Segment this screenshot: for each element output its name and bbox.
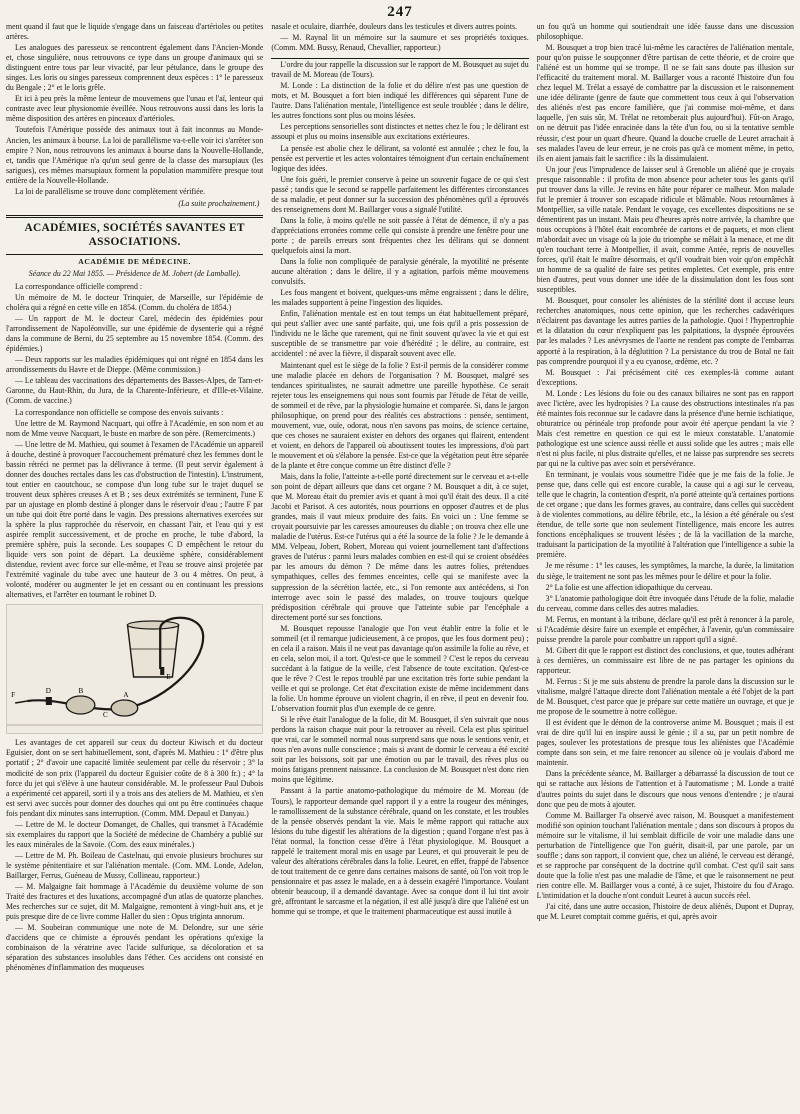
continuation-note: (La suite prochainement.) (178, 198, 260, 208)
paragraph: Un mémoire de M. le docteur Trinquier, de Marseille, sur l'épidémie de choléra qui a régné en cette ville en 1854. (Comm. du choléra de 1854.) (6, 292, 264, 313)
paragraph: M. Londe : Les lésions du foie ou des canaux biliaires ne sont pas en rapport avec l'ictère, avec les hydropisies ? La cause des obstructions intestinales n'a pas été maintes fois reconnue sur le cadavre dans la présence d'une hernie ischiatique, obturatrice ou périnéale trop profonde pour avoir été aperçue pendant la vie ? Mais c'est remettre en question ce qui est le mieux constatable. L'anatomie pathologique est une science aussi réelle et aussi solide que les autres ; mais elle n'est ni plus facile, ni plus distraite qu'elles, et ne laisse pas surprendre ses secrets par qui ne la cultive pas avec soin et persévérance. (536, 388, 794, 469)
section-divider (6, 215, 263, 218)
figure-label: A (123, 691, 129, 700)
figure-label: F (11, 691, 16, 700)
paragraph: Dans la folie non compliquée de paralysie générale, la myotilité ne présente aucune altération ; dans le délire, il y a agitation, parfois même mouvemens convulsifs. (271, 257, 529, 287)
paragraph: Passant à la partie anatomo-pathologique du mémoire de M. Moreau (de Tours), le rapporteur demande quel rapport il y a entre la rougeur des méninges, le ramollissement de la substance cérébrale, quand on les constate, et les troubles de la pensée observés pendant la vie. Mais le même rapport qui rattache aux lésions du tube digestif les altérations de la digestion ; quand l'organe n'est pas à l'état normal, la fonction cesse d'être à l'état physiologique. M. Bousquet a rappelé le traitement moral mis en usage par Leuret, et qui prouverait le peu de valeur des altérations cérébrales dans la folie. Leuret, en effet, frappé de l'absence de tout traitement de ce genre dans certaines maisons de santé, où l'on voit trop le pensionnaire et pas assez le malade, en a à dessein exagéré l'importance. Voulant obtenir beaucoup, il a demandé davantage. Avec sa conque dont il lui tint avoir grè, affrontant le sarcasme et la négation, il est allé jusqu'à dire que l'aliéné est un homme qui se trompe, et que le traitement pharmaceutique est aussi inutile à (271, 786, 529, 917)
paragraph: La correspondance non officielle se compose des envois suivants : (15, 407, 224, 417)
paragraph: M. Ferrus : Si je me suis abstenu de prendre la parole dans la discussion sur le vitalisme, malgré l'attaque directe dont l'aliénation mentale a été l'objet de la part de M. Bousquet, c'est parce que je prépare sur cette matière un ouvrage, et que je me propose de le soumettre à notre collègue. (536, 677, 794, 717)
paragraph: Les analogues des paresseux se rencontrent également dans l'Ancien-Monde et, chose singulière, nous retrouvons ce type dans un groupe d'animaux qui se distinguent entre tous par leur vivacité, par leur pétulance, dans le groupe des singes. Les loris ou singes paresseux comprennent deux espèces : 1° le paresseux du Bengale ; 2° et le loris grêle. (6, 43, 264, 93)
paragraph: — Une lettre de M. Mathieu, qui soumet à l'examen de l'Académie un appareil à douche, destiné à provoquer l'accouchement prématuré chez les femmes dont le bassin rétréci ne permet pas la délivrance à terme. (Il peut servir également à donner des douches rectales dans les cas d'obstruction de l'intestin). L'instrument, tout entier en caoutchouc, se compose d'un long tube sur le trajet duquel se trouvent deux sphères creuses A et B ; ses deux extrémités se terminent, l'une E par un ajustage en plomb destiné à plonger dans le réservoir d'eau ; l'autre F par un tube qui doit être porté dans le vagin. Des pressions alternatives exercées sur la sphère la plus rapprochée du réservoir, en chassant l'air, et l'eau qui y est aspirée remplit successivement, et de proche en proche, le tube d'abord, la première sphère, puis la seconde. Les soupapes C D empêchent le retour du liquide vers son point de départ. La deuxième sphère, considérablement distendue, revient avec force sur elle-même, et l'eau se trouve ainsi projetée par l'extrémité vaginale du tube avec une hauteur de 3 ou 4 mètres. On peut, à volonté, modérer ou augmenter le jet en cessant ou en continuant les pressions alternatives, et l'arrêter en tournant le robinet D. (6, 439, 264, 600)
paragraph: M. Bousquet a trop bien tracé lui-même les caractères de l'aliénation mentale, pour qu'on puisse le soupçonner d'être partisan de cette théorie, et de croire que l'aliéné est un homme qui se trompe. Il ne se fait sans doute pas illusion sur l'efficacité du traitement moral. M. Baillarger vous a raconté l'histoire d'un fou chez lequel M. Trélat a essayé de combattre par la discussion et le raisonnement une idée délirante (genre de faute que commettent tous ceux à qui l'observation des aliénés n'est pas encore familière, que j'ai commise moi-même, et dans laquelle, j'en suis sûr, M. Trélat ne retomberait plus aujourd'hui). Fût-on Arago, on ne détruit pas l'idée enracinée dans la tête d'un fou, ou si la tentative semble réussir, c'est pour un quart d'heure. Quand la douche cruelle de Leuret arrachait à ses malades l'aveu de leur erreur, je ne crois pas qu'à ce moment même, in petto, ils en aient jamais fait le sacrifice : ils la dissimulaient. (536, 43, 794, 163)
paragraph: Enfin, l'aliénation mentale est en tout temps un état habituellement préparé, qui peut s'allier avec une santé parfaite, qui, une fois qu'il a pris possession de l'individu ne le lâche que rarement, qui ne finit souvent qu'avec la vie et qui est susceptible de se transmettre par voie d'hérédité ; le délire, au contraire, est accidentel : né avec la fièvre, il disparaît souvent avec elle. (271, 309, 529, 359)
paragraph: M. Ferrus, en montant à la tribune, déclare qu'il est prêt à renoncer à la parole, si l'Académie désire faire un exemple et empêcher, à l'avenir, qu'un commissaire puisse prendre la parole pour combattre un rapport qu'il a signé. (536, 614, 794, 644)
paragraph: La correspondance officielle comprend : (15, 281, 143, 291)
paragraph: 3° L'anatomie pathologique doit être invoquée dans l'étude de la folie, maladie du cerveau, comme dans celles des autres maladies. (536, 593, 794, 613)
page-columns (6, 22, 794, 1112)
paragraph: La pensée est abolie chez le délirant, sa volonté est annulée ; chez le fou, la pensée est pervertie et les actes volontaires témoignent d'un certain enchaînement logique des idées. (271, 143, 529, 173)
paragraph: L'ordre du jour rappelle la discussion sur le rapport de M. Bousquet au sujet du travail de M. Moreau (de Tours). (271, 60, 529, 80)
paragraph: — M. Malgaigne fait hommage à l'Académie du deuxième volume de son Traité des fractures et des luxations, accompagné d'un atlas de quatorze planches. Mes recherches sur ce sujet, dit M. Malgaigne, remontent à vingt-huit ans, et je puis presque dire de ce livre comme Haller du sien : Opus triginta annorum. (6, 882, 264, 922)
reservoir (128, 625, 179, 677)
douche-apparatus-figure (6, 604, 263, 734)
paragraph: Une fois guéri, le premier conserve à peine un souvenir fugace de ce qui s'est passé ; tandis que le second se rappelle parfaitement les différentes circonstances de sa maladie, et peut donner sur la succession des phénomènes qu'il a éprouvés des renseignemens dont M. Baillarger vous a signalé l'utilité. (271, 174, 529, 214)
paragraph: — Le tableau des vaccinations des départements des Basses-Alpes, de Tarn-et-Garonne, du Haut-Rhin, du Jura, de la Charente-Inférieure, et d'Ille-et-Vilaine. (Comm. de vaccine.) (6, 376, 264, 406)
paragraph: ment quand il faut que le liquide s'engage dans un faisceau d'artérioles ou petites artères. (6, 22, 264, 42)
figure-label: D (45, 687, 51, 696)
paragraph: Les fous mangent et boivent, quelques-uns même engraissent ; dans le délire, les malades supportent à peine l'ingestion des liquides. (271, 288, 529, 308)
paragraph: Dans la précédente séance, M. Baillarger a débarrassé la discussion de tout ce qui se rattache aux lésions de l'attention et à l'automatisme ; M. Londe a traité d'autres points du sujet dans le discours que nous venons d'entendre ; je n'aurai donc que peu de mots à ajouter. (536, 769, 794, 809)
paragraph: M. Bousquet repousse l'analogie que l'on veut établir entre la folie et le sommeil (et il remarque judicieusement, à ce propos, que les fous dorment peu) ; en cela il a raison. Mais il ne veut pas davantage qu'on assimile la folie au rêve, et en cela, selon moi, il a tort. Qu'est-ce que le sommeil ? C'est le repos du cerveau succédant à la fatigue de la veille, c'est l'absence de toute excitation. Qu'est-ce que le rêve ? C'est le repos troublé par une excitation très forte subie pendant la veille et qui se prolonge. Cet état d'excitation existe de même incidemment dans la folie. Un homme éprouve un violent chagrin, il en rêve, il peut en devenir fou. L'observation fournit plus d'un exemple de ce genre. (271, 623, 529, 714)
paragraph: un fou qu'à un homme qui soutiendrait une idée fausse dans une discussion philosophique. (536, 22, 794, 42)
sphere-b (66, 696, 95, 714)
paragraph: M. Bousquet : J'ai précisément cité ces exemples-là comme autant d'exceptions. (536, 367, 794, 387)
figure-label: C (103, 711, 108, 720)
paragraph: En terminant, je voulais vous soumettre l'idée que je me fais de la folie. Je pense que, dans celle qui est encore curable, la cause qui a agi sur le cerveau, telle que le chagrin, la contention d'esprit, n'a porté atteinte qu'à certaines portions de cet organe ; que dans les formes graves, au contraire, dans celles qui succèdent à de violentes commotions, au délire fébrile, etc., la lésion a été générale ou s'est étendue, de telle sorte que non seulement l'intelligence, mais encore les autres fonctions encéphaliques se trouvent lésées ; de là la vacillation de la marche, traduisant la participation de la myotilité à l'altération que l'intelligence a subie la première. (536, 470, 794, 560)
apparatus-illustration (7, 605, 262, 733)
reservoir-rim (128, 621, 179, 629)
paragraph: Il est évident que le démon de la controverse anime M. Bousquet ; mais il est vrai de dire qu'il lui en inspire aussi le génie ; il a su, par un petit nombre de pages, soulever les protestations de presque tous les aliénistes que l'Académie compte dans son sein, et me faire renoncer au silence où je voulais d'abord me maintenir. (536, 718, 794, 768)
paragraph: La loi de parallélisme se trouve donc complètement vérifiée. (15, 186, 206, 196)
paragraph: Dans la folie, à moins qu'elle ne soit passée à l'état de démence, il n'y a pas d'appréciations erronées comme celle qui consiste à prendre une fenêtre pour une porte ; de pareils erreurs sont fréquentes chez les délirans qui se donnent quelquefois ainsi la mort. (271, 215, 529, 255)
paragraph: — Deux rapports sur les maladies épidémiques qui ont régné en 1854 dans les arrondissements du Havre et de Dieppe. (Même commission.) (6, 355, 264, 375)
paragraph: Un jour j'eus l'imprudence de laisser seul à Grenoble un aliéné que je croyais presque raisonnable : il profita de mon absence pour acheter tous les gants qu'il put trouver dans la ville. Je revins en hâte pour réparer ce malheur. Mon malade fut le premier à trouver son escapade ridicule et blâmable. Nous retournâmes à Montpellier, sa ville natale. Pendant le voyage, ces excellentes dispositions ne se démentirent pas un instant. Mais peu d'heures après notre arrivée, la chambre que nous occupions à l'hôtel était encombrée de cartons et de paquets, et mon client m'abordait avec un visage où la joie du triomphe se mêlait à la menace, et me dit qu'en touchant terre à Montpellier, il avait, comme Antée, repris de nouvelles forces, qu'il était le maître désormais, et qu'il voudrait bien voir qu'on empêchât un homme de sa qualité de faire ses petites emplettes. Cet exemple, pris entre bien d'autres, peut vous donner une idée de la dissimulation dont les fous sont susceptibles. (536, 164, 794, 295)
paragraph: — M. Soubeiran communique une note de M. Delondre, sur une série d'accidens que ce chimiste a éprouvés pendant les opérations qu'exige la combinaison de la vératrine avec l'acide sulfurique, sa décoloration et sa séparation des substances insolubles dans l'éther. Ces accidens ont consisté en phénomènes d'inflammation des muqueuses (6, 923, 264, 973)
paragraph: J'ai cité, dans une autre occasion, l'histoire de deux aliénés, Dupont et Dupray, que M. Leuret comptait comme guéris, et qui, après avoir (536, 902, 794, 922)
figure-label: B (78, 687, 84, 696)
paragraph: Mais, dans la folie, l'atteinte a-t-elle porté directement sur le cerveau et a-t-elle son point de départ ailleurs que dans cet organe ? M. Bousquet a dit, à ce sujet, que M. Moreau était du premier avis et quant à moi qu'il était des deux. Il a cité Jacobi et Parisot. A ces autorités, nous pourrions en opposer d'autres et de plus grandes, mais il vaut mieux produire des faits. En voici un : Une femme se croyait poursuivie par les caresses amoureuses du diable ; on trouva chez elle une maladie de l'utérus. Est-ce l'utérus qui a été la source de la folie ? Je le demande à MM. Velpeau, Jobert, Robert, Moreau qui voient journellement tant d'affections graves de l'utérus : parmi leurs malades combien en est-il qui se croient obsédées par les amours du démon ? De même dans les autres folies, prétendues sympathiques, celles des femmes enceintes, celle qui se manifeste avec la suppression de la sécrétion lactée, etc., si l'on remonte aux antécédens, si l'on interroge avec soin le passé des malades, on trouve toujours quelque prédisposition cérébrale qui prouve que l'atteinte subie par l'encéphale a directement porté sur ses fonctions. (271, 472, 529, 622)
paragraph: Toutefois l'Amérique possède des animaux tout à fait inconnus au Monde-Ancien, les animaux à bourse. La loi de parallélisme va-t-elle voir ici s'arrêter son empire ? Non, nous retrouvons les animaux à bourse dans la Nouvelle-Hollande, et, tandis que l'Amérique n'a qu'un seul genre de la classe des marsupiaux (les sarigues), ces mêmes marsupiaux forment la population mammifère presque tout entière de la Nouvelle-Hollande. (6, 125, 264, 185)
paragraph: Si le rêve était l'analogue de la folie, dit M. Bousquet, il s'en suivrait que nous perdons la raison chaque nuit pour la retrouver au réveil. Cela est plus spirituel que vrai, car le sommeil normal nous surprend sans que nous le sentions venir, et nous n'en avons nulle conscience ; mais si avant de dormir le cerveau a été excité soit par les boissons, soit par une émotion ou par le travail, des rêves plus ou moins fatigans prennent naissance. La conclusion de M. Bousquet n'est donc rien moins que légitime. (271, 715, 529, 785)
paragraph: M. Londe : La distinction de la folie et du délire n'est pas une question de mots, et M. Bousquet a fort bien indiqué les différences qui séparent l'une de l'autre. Dans l'aliénation mentale, l'intelligence est seule troublée ; dans le délire, les autres fonctions sont plus ou moins lésées. (271, 81, 529, 121)
paragraph: Et ici à peu près la même lenteur de mouvemens que l'unau et l'aï, lenteur qui contraste avec leur physionomie éveillée. Nous retrouvons aussi dans les loris la même disposition des artères en pinceaux d'artérioles. (6, 94, 264, 124)
divider (271, 58, 528, 59)
lead-weight (160, 667, 164, 675)
paragraph: — Lettre de M. Ph. Boileau de Castelnau, qui envoie plusieurs brochures sur le système pénitentiaire et sur l'aliénation mentale. (Com. MM. Londe, Adelon, Baillarger, Ferrus, Guéneau de Mussy, Collineau, rapporteur.) (6, 850, 264, 880)
academy-title: ACADÉMIE DE MÉDECINE. (78, 256, 192, 266)
paragraph: Les perceptions sensorielles sont distinctes et nettes chez le fou ; le délirant est assoupi et plus ou moins insensible aux excitations extérieures. (271, 122, 529, 142)
faucet (46, 697, 52, 705)
section-title: ACADÉMIES, SOCIÉTÉS SAVANTES ET ASSOCIATIONS. (24, 221, 245, 248)
paragraph: Je me résume : 1° les causes, les symptômes, la marche, la durée, la limitation du siège, le traitement ne sont pas les mêmes pour le délire et pour la folie. (536, 561, 794, 581)
session-line: Séance du 22 Mai 1855. — Présidence de M. Jobert (de Lamballe). (28, 268, 241, 278)
column-1 (6, 22, 263, 1112)
column-3 (537, 22, 794, 1112)
paragraph: — Lettre de M. le docteur Domanget, de Challes, qui transmet à l'Académie six exemplaires du rapport que la Société de médecine de Chambéry a publié sur les eaux minérales de la Savoie. (Com. des eaux minérales.) (6, 819, 264, 849)
figure-label: E (166, 673, 171, 682)
paragraph: 2° La folie est une affection idiopathique du cerveau. (545, 582, 713, 592)
paragraph: Maintenant quel est le siège de la folie ? Est-il permis de la considérer comme une maladie placée en dehors de l'organisation ? M. Bousquet, malgré ses tendances spiritualistes, ne saurait admettre une pareille hypothèse. Ce serait rejeter tous les enseignemens qui nous sont fournis par l'étude de l'état de veille, de sommeil et de rêve, par la physiologie humaine et comparée. Si, dans le jargon philosophique, on prend pour des réalités ces abstractions : pensée, sentiment, mouvement, vue, ouïe, odorat, nous n'en savons pas moins, de science certaine, que ces choses ne sauraient exister en dehors des organes qui flairent, entendent et voient, en dehors de l'appareil où aboutissent toutes les impressions, d'où part le mouvement et où s'élabore la pensée. Est-ce que la végétation peut être séparée de la plante et être conçue comme un être distinct d'elle ? (271, 360, 529, 470)
page-number: 247 (387, 4, 413, 20)
paragraph: M. Gibert dit que le rapport est distinct des conclusions, et que, toutes adhérant à ces dernières, un commissaire est libre de ne pas partager les opinions du rapporteur. (536, 645, 794, 675)
divider (6, 254, 263, 255)
paragraph: Une lettre de M. Raymond Nacquart, qui offre à l'Académie, en son nom et au nom de Mme veuve Nacquart, le buste en marbre de son père. (Remerciments.) (6, 418, 264, 438)
sphere-a (111, 700, 138, 716)
column-2 (271, 22, 528, 1112)
paragraph: — Un rapport de M. le docteur Carel, médecin des épidémies pour l'arrondissement de Napoléonville, sur une épidémie de dysenterie qui a régné dans la commune de Berni, du 25 septembre au 15 novembre 1854. (Comm. des épidémies.) (6, 314, 264, 354)
paragraph: Comme M. Baillarger l'a observé avec raison, M. Bousquet a manifestement modifié son opinion touchant l'aliénation mentale ; dans son discours à propos du mémoire sur le vitalisme, il lui semblait difficile de voir une maladie dans une perturbation de l'intelligence que l'on guérit, disait-il, par une parole, par un souffle ; dans son rapport, il convient que, chez un aliéné, le cerveau est dérangé, et se rapproche par conséquent de la doctrine qu'il combat. C'est qu'il sait sans doute que la folie n'est pas une maladie de l'âme, et que le raisonnement ne peut rien contre elle. M. Baillarger vous a conté, à ce sujet, l'histoire du fou d'Arago. L'intimidation et la douche n'ont conduit Leuret à aucun succès réel. (536, 810, 794, 900)
paragraph: M. Bousquet, pour consoler les aliénistes de la stérilité dont il accuse leurs recherches anatomiques, nous cette opinion, que les recherches cadavériques n'éclairent pas davantage les autres parties de la pathologie. Quoi ! l'hypertrophie et la dilatation du cœur n'expliquent pas les palpitations, la dyspnée éprouvées par les malades ? Les anévrysmes de l'aorte ne rendent pas compte de l'embarras apporté à la respiration, à la déglutition ? La persistance du trou de Botal ne fait pas comprendre pourquoi il y a eu cyanose, œdème, etc. ? (536, 296, 794, 366)
vaginal-tube (15, 701, 27, 703)
paragraph: — M. Raynal lit un mémoire sur la saumure et ses propriétés toxiques. (Comm. MM. Bussy, Renaud, Chevallier, rapporteur.) (271, 33, 529, 53)
paragraph: nasale et oculaire, diarrhée, douleurs dans les testicules et divers autres points. (271, 22, 518, 31)
paragraph: Les avantages de cet appareil sur ceux du docteur Kiwisch et du docteur Eguisier, dont on se sert habituellement, sont, d'après M. Mathieu : 1° d'être plus portatif ; 2° d'avoir une capacité limitée seulement par celle du réservoir ; 3° la modicité de son prix (l'appareil du docteur Eguisier coûte de 8 à 300 fr.) ; 4° la force du jet qui s'élève à une hauteur considérable. M. le professeur Paul Dubois a expérimenté cet appareil, sorti il y a trois ans des ateliers de M. Mathieu, et s'en est servi avec succès pour donner des douches qui ont pu être continuées chaque fois pendant dix minutes sans interruption. (Comm. MM. Depaul et Danyau.) (6, 738, 264, 818)
